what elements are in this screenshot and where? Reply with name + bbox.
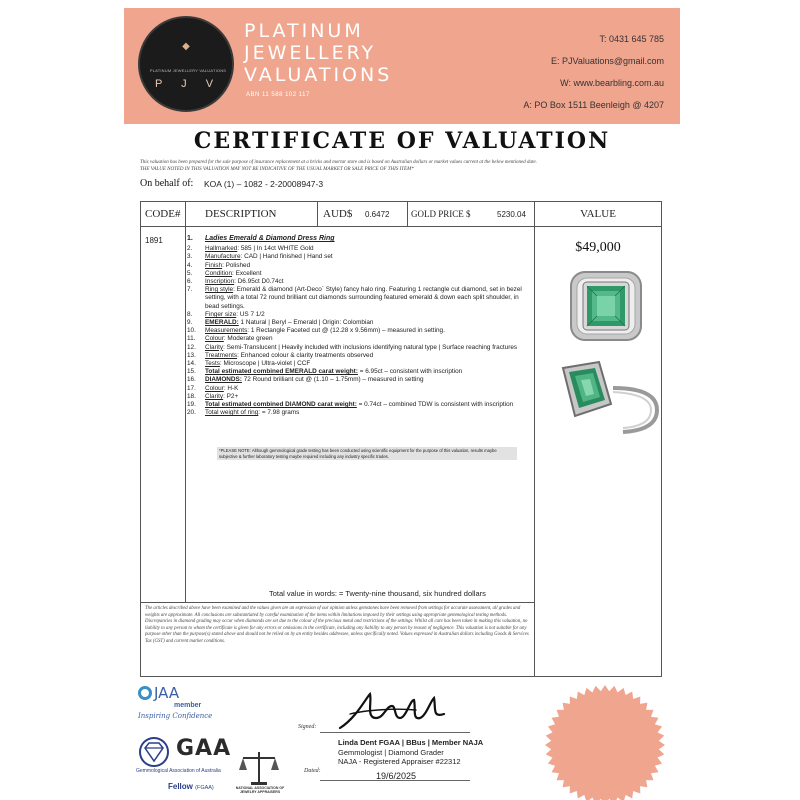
please-note: *PLEASE NOTE: Although gemmological grade testing has been conducted using scientific equipment for the purpose of this valuation, results maybe subjective & further laboratory testing maybe required including any industry specific trades. <box>217 447 517 460</box>
contact-web: W: www.bearbling.com.au <box>560 78 664 88</box>
item-text: : Enhanced colour & clarity treatments observed <box>237 351 374 359</box>
gaa-subtitle: Gemmological Association of Australia <box>136 768 221 774</box>
item-number: 5. <box>187 269 193 277</box>
valuation-table <box>140 201 662 677</box>
column-divider <box>185 202 186 602</box>
item-text: = 0.74ct – combined TDW is consistent with inscription <box>356 401 514 409</box>
item-text: : 585 | In 14ct WHITE Gold <box>237 245 314 253</box>
item-number: 7. <box>187 286 193 294</box>
column-divider <box>534 202 535 676</box>
handwritten-signature <box>336 688 448 734</box>
behalf-label: On behalf of: <box>140 178 194 189</box>
seal-stamp <box>544 684 666 800</box>
item-number: 15. <box>187 368 196 376</box>
item-text: : = 7.98 grams <box>258 409 300 417</box>
brand-line: PLATINUM <box>244 20 364 42</box>
item-text: 1 Natural | Beryl – Emerald | Origin: Colombian <box>238 319 374 327</box>
item-number: 20. <box>187 409 196 417</box>
appraiser-registration: NAJA - Registered Appraiser #22312 <box>338 757 461 766</box>
item-label: Clarity <box>205 392 224 400</box>
column-divider <box>407 202 408 227</box>
brand-line: VALUATIONS <box>244 64 393 86</box>
item-label: EMERALD: <box>205 319 239 327</box>
item-number: 12. <box>187 343 196 351</box>
item-label: Inscription <box>205 278 235 286</box>
date-line <box>320 780 470 781</box>
item-label: Total estimated combined EMERALD carat weight: <box>205 368 358 376</box>
item-number: 10. <box>187 327 196 335</box>
description-item <box>187 270 527 278</box>
item-text: : P2+ <box>223 392 239 400</box>
gaa-text: GAA <box>176 736 232 761</box>
item-text: : US 7 1/2 <box>236 310 265 318</box>
description-list <box>187 235 527 460</box>
gaa-fellow-label: Fellow <box>168 782 193 791</box>
logo-initials: P J V <box>154 78 222 90</box>
appraiser-role: Gemmologist | Diamond Grader <box>338 747 444 757</box>
item-number: 19. <box>187 401 196 409</box>
description-item <box>187 319 527 327</box>
description-item <box>187 286 527 311</box>
item-text: : Emerald & diamond (Art-Deco` Style) fancy halo ring. Featuring 1 rectangle cut diamond, set in bezel setting, with a total 72 round brilliant cut diamonds surrounding featured emerald & down each split shoulder, in bead settings. <box>205 286 522 310</box>
description-item <box>187 235 527 243</box>
certificate-page <box>124 8 680 792</box>
item-label: Tests <box>205 360 220 368</box>
terms-text: The articles described above have been examined and the values given are an expression of our opinion unless gemstones have been removed from settings for accurate assessment, all grades and weights are approximate. All conclusions are substantiated by careful examination of the items within limitations imposed by their settings using appropriate gemmological testing methods. Discrepancies in diamond grading may occur when diamonds are set due to the colour of the precious metal and restrictions of the settings. Whilst all care has been taken in making this valuation, no liability to any person to whom the certificate is given for any errors or omissions in the certificate, including any liability to any person by reason of negligence. This valuation is not suitable for any purpose other than the purpose(s) stated above and should not be relied on by an entity besides addressee, unless specifically noted. Values expressed in Australian dollars including Goods & Services Tax (GST) and current market conditions. <box>145 606 529 644</box>
description-item <box>187 262 527 270</box>
item-number: 18. <box>187 392 196 400</box>
description-item <box>187 409 527 417</box>
gem-icon: ◆ <box>182 41 190 52</box>
item-number: 14. <box>187 360 196 368</box>
appraiser-details <box>338 738 483 767</box>
disclaimer-line: THE VALUE NOTED IN THIS VALUATION MAY NOT BE INDICATIVE OF THE USUAL MARKET OR SALE PRICE OF THIS ITEM* <box>140 167 414 172</box>
contact-block <box>523 28 664 116</box>
item-label: Condition <box>205 269 233 277</box>
item-number: 1. <box>187 235 193 242</box>
item-text: : D6.95ct D0.74ct <box>234 278 284 286</box>
ring-top-view-image <box>567 268 645 344</box>
header-aud-label: AUD$ <box>323 208 353 220</box>
jaa-text: JAA <box>154 684 180 702</box>
item-number: 13. <box>187 351 196 359</box>
gaa-fellow-abbr: (FGAA) <box>195 785 214 791</box>
item-label: Finger size <box>205 310 237 318</box>
item-number: 4. <box>187 261 193 269</box>
item-text: : Semi-Translucent | Heavily included with inclusions identifying natural type | Surface reaching fractures <box>223 343 518 351</box>
date-value: 19/6/2025 <box>376 771 417 781</box>
item-text: : CAD | Hand finished | Hand set <box>240 253 333 261</box>
header-gold-value: 5230.04 <box>497 210 526 219</box>
header-code: CODE# <box>145 208 181 220</box>
item-label: Colour <box>205 335 224 343</box>
jaa-ring-icon <box>138 686 152 700</box>
item-text: : H-K <box>223 384 239 392</box>
contact-phone: T: 0431 645 785 <box>599 34 664 44</box>
disclaimer-line: This valuation has been prepared for the sale purpose of insurance replacement at a bricks and mortar store and is based on Australian dollars or market values current at the below mentioned date. <box>140 160 537 165</box>
brand-line: JEWELLERY <box>244 42 377 64</box>
item-number: 8. <box>187 310 193 318</box>
item-number: 2. <box>187 245 193 253</box>
description-item <box>187 311 527 319</box>
header-band <box>124 8 680 124</box>
item-text: : 1 Rectangle Faceted cut @ (12.28 x 9.56mm) – measured in setting. <box>247 327 445 335</box>
appraiser-name: Linda Dent FGAA | BBus | Member NAJA <box>338 738 484 747</box>
description-item <box>187 376 527 384</box>
item-text: : Polished <box>222 261 251 269</box>
description-item <box>187 360 527 368</box>
certificate-title: CERTIFICATE OF VALUATION <box>193 128 611 154</box>
contact-address: A: PO Box 1511 Beenleigh @ 4207 <box>523 100 664 110</box>
item-number: 17. <box>187 384 196 392</box>
disclaimer <box>140 159 670 173</box>
item-number: 16. <box>187 376 196 384</box>
contact-email: E: PJValuations@gmail.com <box>550 56 664 66</box>
item-label: Clarity <box>205 343 224 351</box>
item-number: 11. <box>187 335 196 343</box>
item-number: 3. <box>187 253 193 261</box>
item-text: : Excellent <box>232 269 262 277</box>
header-aud-value: 0.6472 <box>365 210 390 219</box>
description-item <box>187 327 527 335</box>
gaa-diamond-icon <box>138 737 170 767</box>
description-item <box>187 278 527 286</box>
description-item <box>187 393 527 401</box>
description-item <box>187 344 527 352</box>
pjv-logo <box>138 16 234 112</box>
item-label: Measurements <box>205 327 248 335</box>
item-price: $49,000 <box>575 240 621 255</box>
item-label: Total estimated combined DIAMOND carat weight: <box>205 401 357 409</box>
signed-label: Signed: <box>298 724 317 730</box>
abn-number: ABN 11 588 102 117 <box>246 92 310 98</box>
item-label: Ladies Emerald & Diamond Dress Ring <box>205 235 335 242</box>
description-item <box>187 401 527 409</box>
item-label: Finish <box>205 261 223 269</box>
table-header <box>141 202 661 227</box>
item-text: : Microscope | Ultra-violet | CCF <box>219 360 311 368</box>
column-divider <box>317 202 318 227</box>
item-label: Hallmarked <box>205 245 238 253</box>
jaa-tagline: Inspiring Confidence <box>138 712 213 720</box>
description-item <box>187 245 527 253</box>
dated-label: Dated: <box>304 768 321 774</box>
item-label: Treatments <box>205 351 238 359</box>
behalf-value: KOA (1) – 1082 - 2-20008947-3 <box>204 179 324 189</box>
item-label: Colour <box>205 384 224 392</box>
description-item <box>187 352 527 360</box>
item-number: 6. <box>187 278 193 286</box>
item-label: DIAMONDS: <box>205 376 242 384</box>
header-description: DESCRIPTION <box>205 208 277 220</box>
item-text: 72 Round brilliant cut @ (1.10 – 1.75mm) – measured in setting <box>241 376 424 384</box>
item-number: 9. <box>187 319 193 327</box>
item-label: Manufacture <box>205 253 241 261</box>
total-value-words: Total value in words: = Twenty-nine thousand, six hundred dollars <box>269 589 486 598</box>
description-item <box>187 368 527 376</box>
description-item <box>187 335 527 343</box>
jaa-member: member <box>174 702 202 709</box>
item-code: 1891 <box>145 236 163 245</box>
item-label: Ring style <box>205 286 234 294</box>
header-gold-label: GOLD PRICE $ <box>411 209 471 219</box>
gaa-fellow <box>168 782 214 791</box>
item-text: : Moderate green <box>223 335 273 343</box>
jaa-logo <box>138 684 218 724</box>
logo-small-text: PLATINUM JEWELLERY VALUATIONS <box>149 68 227 73</box>
row-divider <box>141 602 534 603</box>
naja-text: NATIONAL ASSOCIATION OF JEWELRY APPRAISERS <box>235 786 285 794</box>
signature-line <box>320 732 470 733</box>
description-item <box>187 253 527 261</box>
header-value: VALUE <box>580 208 616 220</box>
item-text: = 6.95ct – consistent with inscription <box>357 368 463 376</box>
description-item <box>187 385 527 393</box>
item-label: Total weight of ring <box>205 409 259 417</box>
brand-name <box>244 20 392 86</box>
ring-side-view-image <box>553 358 661 442</box>
